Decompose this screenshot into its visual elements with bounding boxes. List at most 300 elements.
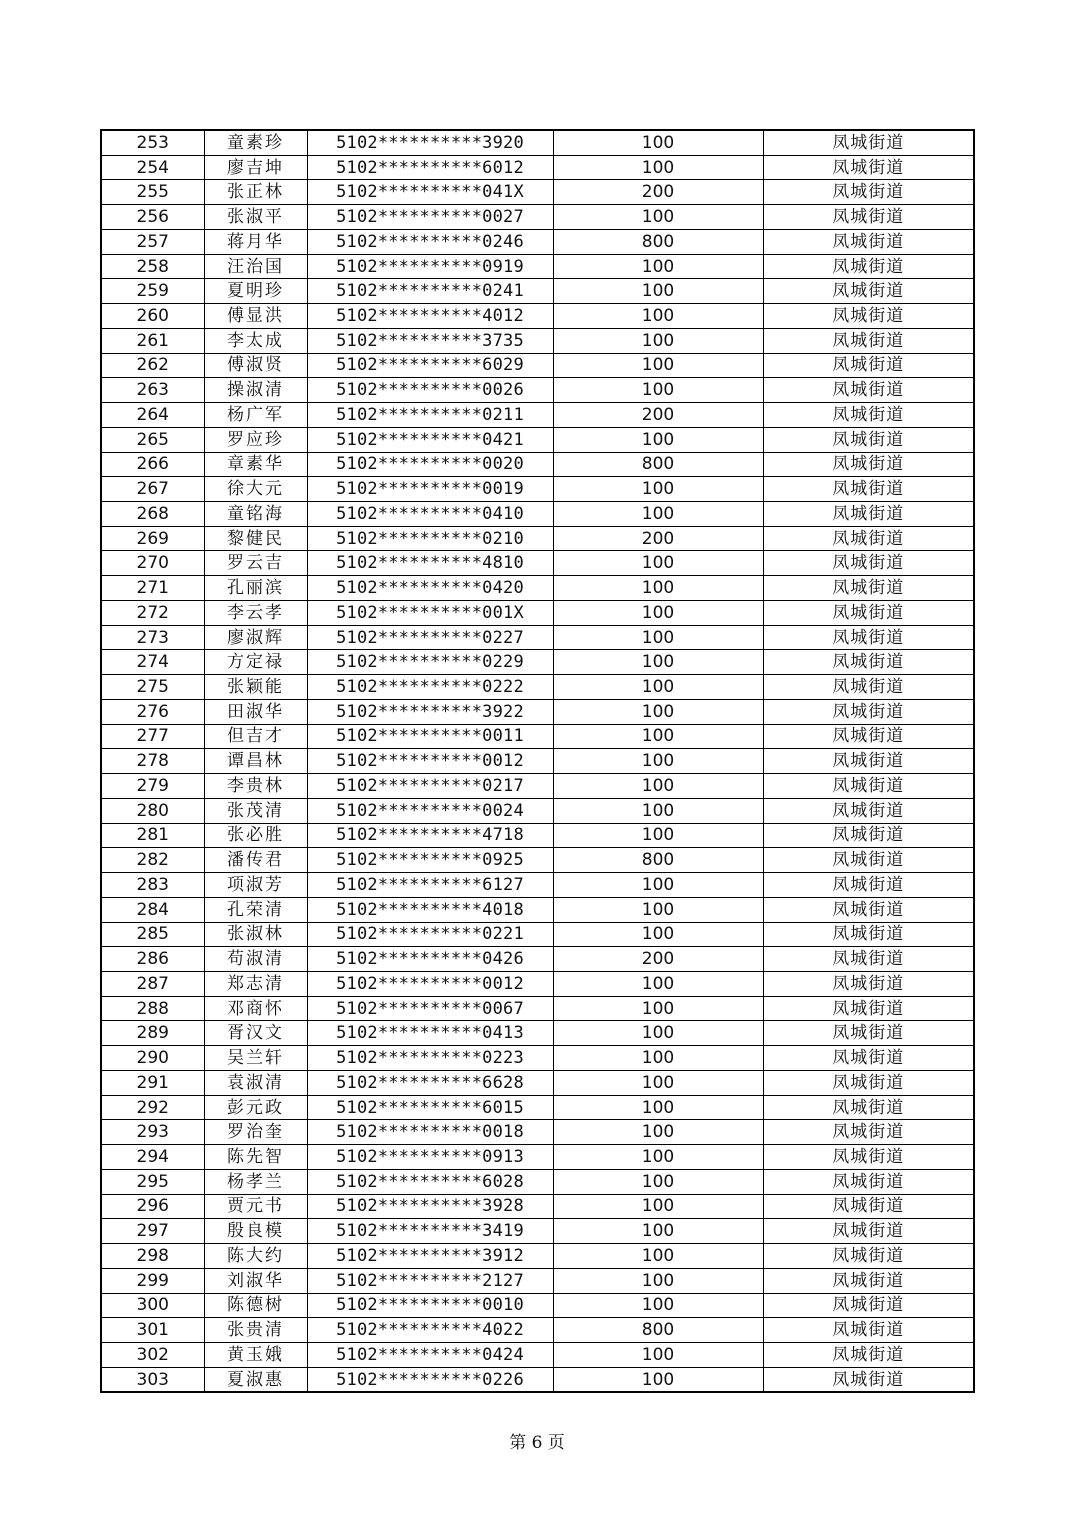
name-cell: 罗治奎 <box>204 1120 307 1145</box>
id-number-cell: 5102**********0217 <box>307 774 553 799</box>
table-row <box>101 1021 974 1046</box>
area-cell: 凤城街道 <box>763 353 974 378</box>
id-number-cell: 5102**********6127 <box>307 873 553 898</box>
id-number-cell: 5102**********3735 <box>307 328 553 353</box>
row-number-cell: 276 <box>101 699 204 724</box>
area-cell: 凤城街道 <box>763 502 974 527</box>
row-number-cell: 285 <box>101 922 204 947</box>
area-cell: 凤城街道 <box>763 378 974 403</box>
table-row <box>101 798 974 823</box>
id-number-cell: 5102**********6628 <box>307 1070 553 1095</box>
area-cell: 凤城街道 <box>763 526 974 551</box>
table-row <box>101 625 974 650</box>
table-row <box>101 502 974 527</box>
row-number-cell: 256 <box>101 205 204 230</box>
area-cell: 凤城街道 <box>763 798 974 823</box>
table-row <box>101 650 974 675</box>
row-number-cell: 279 <box>101 774 204 799</box>
table-row <box>101 699 974 724</box>
amount-cell: 100 <box>553 1145 763 1170</box>
amount-cell: 100 <box>553 996 763 1021</box>
name-cell: 谭昌林 <box>204 749 307 774</box>
table-row <box>101 155 974 180</box>
name-cell: 张淑林 <box>204 922 307 947</box>
area-cell: 凤城街道 <box>763 848 974 873</box>
name-cell: 傅淑贤 <box>204 353 307 378</box>
table-row <box>101 254 974 279</box>
amount-cell: 100 <box>553 699 763 724</box>
name-cell: 田淑华 <box>204 699 307 724</box>
name-cell: 夏明珍 <box>204 279 307 304</box>
amount-cell: 800 <box>553 229 763 254</box>
row-number-cell: 267 <box>101 477 204 502</box>
name-cell: 袁淑清 <box>204 1070 307 1095</box>
amount-cell: 100 <box>553 1342 763 1367</box>
row-number-cell: 277 <box>101 724 204 749</box>
name-cell: 胥汉文 <box>204 1021 307 1046</box>
area-cell: 凤城街道 <box>763 403 974 428</box>
area-cell: 凤城街道 <box>763 205 974 230</box>
area-cell: 凤城街道 <box>763 229 974 254</box>
amount-cell: 100 <box>553 205 763 230</box>
id-number-cell: 5102**********041X <box>307 180 553 205</box>
row-number-cell: 303 <box>101 1367 204 1392</box>
table-row <box>101 378 974 403</box>
name-cell: 但吉才 <box>204 724 307 749</box>
amount-cell: 100 <box>553 823 763 848</box>
table-row <box>101 1244 974 1269</box>
id-number-cell: 5102**********3928 <box>307 1194 553 1219</box>
area-cell: 凤城街道 <box>763 749 974 774</box>
row-number-cell: 271 <box>101 576 204 601</box>
area-cell: 凤城街道 <box>763 873 974 898</box>
area-cell: 凤城街道 <box>763 650 974 675</box>
amount-cell: 100 <box>553 724 763 749</box>
id-number-cell: 5102**********0426 <box>307 947 553 972</box>
name-cell: 郑志清 <box>204 971 307 996</box>
row-number-cell: 259 <box>101 279 204 304</box>
name-cell: 方定禄 <box>204 650 307 675</box>
name-cell: 徐大元 <box>204 477 307 502</box>
area-cell: 凤城街道 <box>763 328 974 353</box>
amount-cell: 100 <box>553 625 763 650</box>
amount-cell: 100 <box>553 971 763 996</box>
table-row <box>101 1070 974 1095</box>
table-row <box>101 823 974 848</box>
id-number-cell: 5102**********0913 <box>307 1145 553 1170</box>
name-cell: 孔丽滨 <box>204 576 307 601</box>
table-row <box>101 576 974 601</box>
row-number-cell: 291 <box>101 1070 204 1095</box>
area-cell: 凤城街道 <box>763 947 974 972</box>
table-row <box>101 848 974 873</box>
row-number-cell: 270 <box>101 551 204 576</box>
id-number-cell: 5102**********0019 <box>307 477 553 502</box>
name-cell: 夏淑惠 <box>204 1367 307 1392</box>
area-cell: 凤城街道 <box>763 551 974 576</box>
amount-cell: 100 <box>553 551 763 576</box>
amount-cell: 100 <box>553 304 763 329</box>
name-cell: 邓商怀 <box>204 996 307 1021</box>
row-number-cell: 282 <box>101 848 204 873</box>
name-cell: 陈大约 <box>204 1244 307 1269</box>
row-number-cell: 298 <box>101 1244 204 1269</box>
name-cell: 殷良模 <box>204 1219 307 1244</box>
name-cell: 廖吉坤 <box>204 155 307 180</box>
id-number-cell: 5102**********0410 <box>307 502 553 527</box>
amount-cell: 100 <box>553 897 763 922</box>
id-number-cell: 5102**********001X <box>307 600 553 625</box>
amount-cell: 100 <box>553 1293 763 1318</box>
id-number-cell: 5102**********6029 <box>307 353 553 378</box>
name-cell: 张茂清 <box>204 798 307 823</box>
area-cell: 凤城街道 <box>763 625 974 650</box>
id-number-cell: 5102**********6028 <box>307 1169 553 1194</box>
name-cell: 章素华 <box>204 452 307 477</box>
row-number-cell: 275 <box>101 675 204 700</box>
area-cell: 凤城街道 <box>763 1318 974 1343</box>
name-cell: 黄玉娥 <box>204 1342 307 1367</box>
id-number-cell: 5102**********0241 <box>307 279 553 304</box>
name-cell: 黎健民 <box>204 526 307 551</box>
row-number-cell: 283 <box>101 873 204 898</box>
row-number-cell: 268 <box>101 502 204 527</box>
area-cell: 凤城街道 <box>763 304 974 329</box>
area-cell: 凤城街道 <box>763 1194 974 1219</box>
id-number-cell: 5102**********0420 <box>307 576 553 601</box>
id-number-cell: 5102**********0010 <box>307 1293 553 1318</box>
id-number-cell: 5102**********0024 <box>307 798 553 823</box>
row-number-cell: 281 <box>101 823 204 848</box>
name-cell: 李贵林 <box>204 774 307 799</box>
id-number-cell: 5102**********0026 <box>307 378 553 403</box>
name-cell: 吴兰轩 <box>204 1046 307 1071</box>
table-row <box>101 551 974 576</box>
row-number-cell: 287 <box>101 971 204 996</box>
area-cell: 凤城街道 <box>763 1070 974 1095</box>
name-cell: 罗应珍 <box>204 427 307 452</box>
table-row <box>101 180 974 205</box>
id-number-cell: 5102**********0210 <box>307 526 553 551</box>
name-cell: 苟淑清 <box>204 947 307 972</box>
table-row <box>101 452 974 477</box>
area-cell: 凤城街道 <box>763 724 974 749</box>
table-row <box>101 1318 974 1343</box>
area-cell: 凤城街道 <box>763 600 974 625</box>
row-number-cell: 286 <box>101 947 204 972</box>
name-cell: 张正林 <box>204 180 307 205</box>
amount-cell: 100 <box>553 378 763 403</box>
roster-table-body <box>101 130 974 1392</box>
id-number-cell: 5102**********0211 <box>307 403 553 428</box>
amount-cell: 100 <box>553 353 763 378</box>
area-cell: 凤城街道 <box>763 1145 974 1170</box>
id-number-cell: 5102**********0018 <box>307 1120 553 1145</box>
area-cell: 凤城街道 <box>763 576 974 601</box>
area-cell: 凤城街道 <box>763 155 974 180</box>
id-number-cell: 5102**********3922 <box>307 699 553 724</box>
row-number-cell: 257 <box>101 229 204 254</box>
row-number-cell: 294 <box>101 1145 204 1170</box>
id-number-cell: 5102**********4012 <box>307 304 553 329</box>
amount-cell: 100 <box>553 328 763 353</box>
row-number-cell: 280 <box>101 798 204 823</box>
id-number-cell: 5102**********3912 <box>307 1244 553 1269</box>
row-number-cell: 300 <box>101 1293 204 1318</box>
name-cell: 汪治国 <box>204 254 307 279</box>
id-number-cell: 5102**********0020 <box>307 452 553 477</box>
row-number-cell: 289 <box>101 1021 204 1046</box>
table-row <box>101 947 974 972</box>
table-row <box>101 971 974 996</box>
row-number-cell: 284 <box>101 897 204 922</box>
row-number-cell: 273 <box>101 625 204 650</box>
amount-cell: 100 <box>553 1244 763 1269</box>
id-number-cell: 5102**********0229 <box>307 650 553 675</box>
area-cell: 凤城街道 <box>763 1021 974 1046</box>
area-cell: 凤城街道 <box>763 675 974 700</box>
id-number-cell: 5102**********0012 <box>307 749 553 774</box>
id-number-cell: 5102**********0925 <box>307 848 553 873</box>
table-row <box>101 205 974 230</box>
table-row <box>101 996 974 1021</box>
id-number-cell: 5102**********0226 <box>307 1367 553 1392</box>
id-number-cell: 5102**********4810 <box>307 551 553 576</box>
id-number-cell: 5102**********0027 <box>307 205 553 230</box>
area-cell: 凤城街道 <box>763 254 974 279</box>
amount-cell: 800 <box>553 848 763 873</box>
amount-cell: 800 <box>553 452 763 477</box>
amount-cell: 200 <box>553 180 763 205</box>
row-number-cell: 302 <box>101 1342 204 1367</box>
row-number-cell: 293 <box>101 1120 204 1145</box>
table-row <box>101 304 974 329</box>
row-number-cell: 297 <box>101 1219 204 1244</box>
table-row <box>101 427 974 452</box>
table-row <box>101 1342 974 1367</box>
row-number-cell: 260 <box>101 304 204 329</box>
name-cell: 项淑芳 <box>204 873 307 898</box>
table-row <box>101 897 974 922</box>
name-cell: 操淑清 <box>204 378 307 403</box>
name-cell: 罗云吉 <box>204 551 307 576</box>
row-number-cell: 299 <box>101 1268 204 1293</box>
table-row <box>101 1169 974 1194</box>
roster-table <box>100 129 975 1393</box>
row-number-cell: 295 <box>101 1169 204 1194</box>
area-cell: 凤城街道 <box>763 922 974 947</box>
id-number-cell: 5102**********0919 <box>307 254 553 279</box>
amount-cell: 100 <box>553 675 763 700</box>
amount-cell: 100 <box>553 1169 763 1194</box>
id-number-cell: 5102**********4718 <box>307 823 553 848</box>
id-number-cell: 5102**********6015 <box>307 1095 553 1120</box>
area-cell: 凤城街道 <box>763 1342 974 1367</box>
table-row <box>101 477 974 502</box>
page-number: 第 6 页 <box>509 1433 565 1453</box>
row-number-cell: 255 <box>101 180 204 205</box>
area-cell: 凤城街道 <box>763 1169 974 1194</box>
area-cell: 凤城街道 <box>763 452 974 477</box>
id-number-cell: 5102**********0067 <box>307 996 553 1021</box>
amount-cell: 100 <box>553 130 763 155</box>
amount-cell: 800 <box>553 1318 763 1343</box>
area-cell: 凤城街道 <box>763 477 974 502</box>
table-row <box>101 1095 974 1120</box>
id-number-cell: 5102**********3920 <box>307 130 553 155</box>
id-number-cell: 5102**********6012 <box>307 155 553 180</box>
table-row <box>101 1194 974 1219</box>
name-cell: 孔荣清 <box>204 897 307 922</box>
amount-cell: 100 <box>553 1268 763 1293</box>
area-cell: 凤城街道 <box>763 774 974 799</box>
id-number-cell: 5102**********0223 <box>307 1046 553 1071</box>
row-number-cell: 265 <box>101 427 204 452</box>
id-number-cell: 5102**********0413 <box>307 1021 553 1046</box>
name-cell: 童素珍 <box>204 130 307 155</box>
amount-cell: 100 <box>553 600 763 625</box>
table-row <box>101 1145 974 1170</box>
area-cell: 凤城街道 <box>763 1219 974 1244</box>
name-cell: 杨广军 <box>204 403 307 428</box>
area-cell: 凤城街道 <box>763 1367 974 1392</box>
table-row <box>101 130 974 155</box>
id-number-cell: 5102**********4018 <box>307 897 553 922</box>
row-number-cell: 269 <box>101 526 204 551</box>
row-number-cell: 264 <box>101 403 204 428</box>
area-cell: 凤城街道 <box>763 180 974 205</box>
id-number-cell: 5102**********0221 <box>307 922 553 947</box>
name-cell: 张必胜 <box>204 823 307 848</box>
row-number-cell: 254 <box>101 155 204 180</box>
amount-cell: 100 <box>553 1095 763 1120</box>
amount-cell: 100 <box>553 502 763 527</box>
id-number-cell: 5102**********2127 <box>307 1268 553 1293</box>
name-cell: 童铭海 <box>204 502 307 527</box>
table-row <box>101 1367 974 1392</box>
amount-cell: 100 <box>553 922 763 947</box>
id-number-cell: 5102**********4022 <box>307 1318 553 1343</box>
area-cell: 凤城街道 <box>763 1120 974 1145</box>
id-number-cell: 5102**********0227 <box>307 625 553 650</box>
row-number-cell: 290 <box>101 1046 204 1071</box>
area-cell: 凤城街道 <box>763 130 974 155</box>
area-cell: 凤城街道 <box>763 427 974 452</box>
name-cell: 张淑平 <box>204 205 307 230</box>
area-cell: 凤城街道 <box>763 971 974 996</box>
row-number-cell: 274 <box>101 650 204 675</box>
id-number-cell: 5102**********0012 <box>307 971 553 996</box>
amount-cell: 200 <box>553 947 763 972</box>
amount-cell: 100 <box>553 279 763 304</box>
area-cell: 凤城街道 <box>763 823 974 848</box>
table-row <box>101 675 974 700</box>
amount-cell: 100 <box>553 774 763 799</box>
name-cell: 张颖能 <box>204 675 307 700</box>
id-number-cell: 5102**********0424 <box>307 1342 553 1367</box>
area-cell: 凤城街道 <box>763 1095 974 1120</box>
area-cell: 凤城街道 <box>763 1046 974 1071</box>
id-number-cell: 5102**********0246 <box>307 229 553 254</box>
area-cell: 凤城街道 <box>763 279 974 304</box>
table-row <box>101 1219 974 1244</box>
amount-cell: 100 <box>553 1046 763 1071</box>
table-row <box>101 873 974 898</box>
name-cell: 潘传君 <box>204 848 307 873</box>
amount-cell: 100 <box>553 1120 763 1145</box>
name-cell: 陈德树 <box>204 1293 307 1318</box>
table-row <box>101 600 974 625</box>
table-row <box>101 1046 974 1071</box>
row-number-cell: 253 <box>101 130 204 155</box>
id-number-cell: 5102**********0421 <box>307 427 553 452</box>
area-cell: 凤城街道 <box>763 1268 974 1293</box>
row-number-cell: 278 <box>101 749 204 774</box>
row-number-cell: 272 <box>101 600 204 625</box>
table-row <box>101 749 974 774</box>
amount-cell: 200 <box>553 403 763 428</box>
amount-cell: 100 <box>553 1219 763 1244</box>
row-number-cell: 261 <box>101 328 204 353</box>
amount-cell: 100 <box>553 1194 763 1219</box>
table-row <box>101 353 974 378</box>
name-cell: 陈先智 <box>204 1145 307 1170</box>
table-row <box>101 1120 974 1145</box>
amount-cell: 100 <box>553 749 763 774</box>
name-cell: 李太成 <box>204 328 307 353</box>
amount-cell: 100 <box>553 1021 763 1046</box>
amount-cell: 100 <box>553 1070 763 1095</box>
row-number-cell: 262 <box>101 353 204 378</box>
id-number-cell: 5102**********0222 <box>307 675 553 700</box>
name-cell: 傅显洪 <box>204 304 307 329</box>
row-number-cell: 292 <box>101 1095 204 1120</box>
amount-cell: 100 <box>553 576 763 601</box>
area-cell: 凤城街道 <box>763 1293 974 1318</box>
name-cell: 廖淑辉 <box>204 625 307 650</box>
name-cell: 贾元书 <box>204 1194 307 1219</box>
id-number-cell: 5102**********3419 <box>307 1219 553 1244</box>
table-row <box>101 922 974 947</box>
table-row <box>101 403 974 428</box>
row-number-cell: 266 <box>101 452 204 477</box>
amount-cell: 200 <box>553 526 763 551</box>
name-cell: 蒋月华 <box>204 229 307 254</box>
table-row <box>101 724 974 749</box>
amount-cell: 100 <box>553 1367 763 1392</box>
row-number-cell: 301 <box>101 1318 204 1343</box>
amount-cell: 100 <box>553 650 763 675</box>
row-number-cell: 263 <box>101 378 204 403</box>
name-cell: 杨孝兰 <box>204 1169 307 1194</box>
amount-cell: 100 <box>553 798 763 823</box>
table-row <box>101 774 974 799</box>
area-cell: 凤城街道 <box>763 996 974 1021</box>
area-cell: 凤城街道 <box>763 897 974 922</box>
amount-cell: 100 <box>553 477 763 502</box>
name-cell: 彭元政 <box>204 1095 307 1120</box>
table-row <box>101 526 974 551</box>
table-row <box>101 1293 974 1318</box>
table-row <box>101 229 974 254</box>
amount-cell: 100 <box>553 155 763 180</box>
row-number-cell: 288 <box>101 996 204 1021</box>
amount-cell: 100 <box>553 427 763 452</box>
name-cell: 刘淑华 <box>204 1268 307 1293</box>
amount-cell: 100 <box>553 254 763 279</box>
row-number-cell: 296 <box>101 1194 204 1219</box>
table-row <box>101 1268 974 1293</box>
